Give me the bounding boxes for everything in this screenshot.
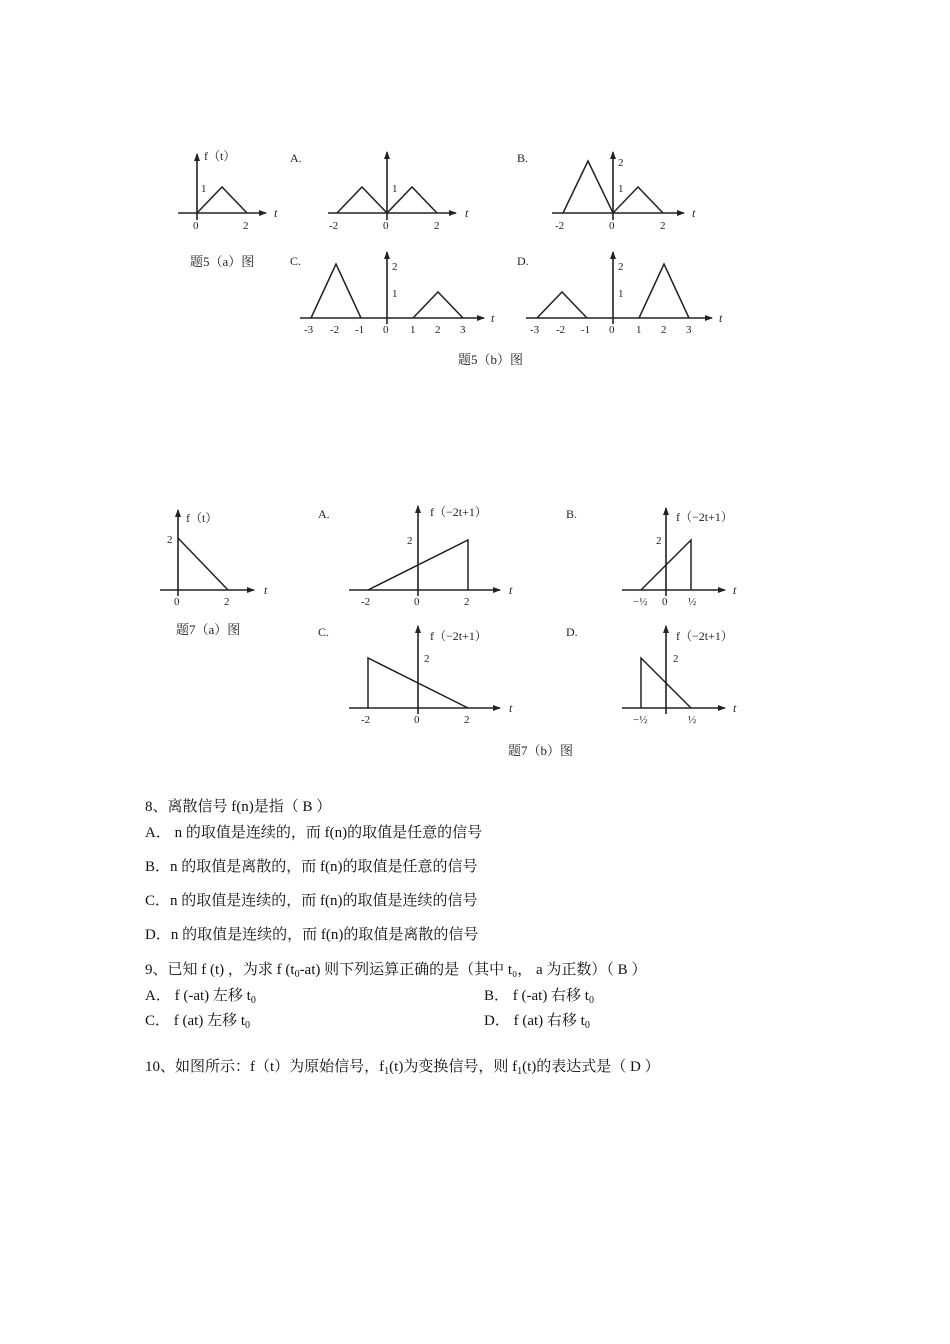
fig5-option-d — [517, 252, 723, 336]
xtick: -2 — [361, 596, 371, 608]
xtick: 2 — [660, 220, 666, 232]
xtick: -2 — [330, 324, 340, 336]
q9-stem-b: -at) 则下列运算正确的是（其中 t₀， a 为正数）（ B ） — [299, 962, 647, 978]
ytick: 1 — [392, 288, 398, 300]
xtick: 2 — [435, 324, 441, 336]
func-label: f（−2t+1） — [430, 505, 487, 519]
q9-option-b-text: B． f (-at) 右移 t — [484, 988, 589, 1004]
q8-option-d: D．n 的取值是连续的，而 f(n)的取值是离散的信号 — [145, 927, 479, 943]
option-label: C. — [318, 625, 330, 639]
option-label: D. — [566, 625, 578, 639]
ytick: 2 — [656, 535, 662, 547]
fig5a-ytick: 1 — [201, 183, 207, 195]
q10-part2: (t)为变换信号，则 f — [389, 1059, 518, 1075]
xtick: 0 — [609, 220, 615, 232]
fig7a-xtick: 2 — [224, 596, 230, 608]
xtick: 2 — [464, 596, 470, 608]
q9-stem-sub: 0 — [294, 969, 300, 980]
fig5-panel-a — [178, 149, 278, 269]
xtick: 0 — [383, 220, 389, 232]
fig5b-caption: 题5（b）图 — [458, 352, 524, 367]
func-label: f（−2t+1） — [430, 629, 487, 643]
axis-t: t — [465, 206, 469, 220]
option-label: D. — [517, 254, 529, 268]
q10-stem — [145, 1057, 660, 1082]
xtick: 0 — [383, 324, 389, 336]
ytick: 1 — [618, 288, 624, 300]
q9-option-d — [484, 1011, 590, 1036]
option-label: A. — [318, 507, 330, 521]
func-label: f（−2t+1） — [676, 629, 733, 643]
xtick: ½ — [688, 596, 697, 608]
fig7a-xtick: 0 — [174, 596, 180, 608]
func-label: f（−2t+1） — [676, 510, 733, 524]
q8-stem: 8、离散信号 f(n)是指（ B ） — [145, 799, 332, 815]
fig5-option-c — [290, 252, 495, 336]
axis-t: t — [733, 583, 737, 597]
q9-option-b — [484, 986, 594, 1011]
fig5a-xtick: 0 — [193, 220, 199, 232]
ytick: 2 — [618, 157, 624, 169]
ytick: 2 — [407, 535, 413, 547]
xtick: 3 — [686, 324, 692, 336]
fig7-option-b — [566, 507, 737, 608]
xtick: −½ — [633, 596, 648, 608]
q9-stem-a: 9、已知 f (t) ，为求 f (t — [145, 962, 295, 978]
fig5a-caption: 题5（a）图 — [190, 254, 255, 269]
ytick: 2 — [673, 653, 679, 665]
q8-option-b: B．n 的取值是离散的，而 f(n)的取值是任意的信号 — [145, 859, 478, 875]
xtick: 1 — [410, 324, 416, 336]
fig5-option-b — [517, 151, 696, 232]
axis-t: t — [719, 311, 723, 325]
fig5a-ylabel: f（t） — [204, 149, 236, 163]
option-label: B. — [566, 507, 578, 521]
q10-part3: (t)的表达式是（ D ） — [522, 1059, 660, 1075]
q8-option-c: C．n 的取值是连续的，而 f(n)的取值是连续的信号 — [145, 893, 478, 909]
fig7-option-a — [318, 505, 513, 608]
fig5a-xtick: 2 — [243, 220, 249, 232]
fig7-option-c — [318, 625, 513, 726]
xtick: 0 — [609, 324, 615, 336]
xtick: -2 — [361, 714, 371, 726]
fig5-option-a — [290, 151, 469, 232]
xtick: 2 — [434, 220, 440, 232]
q9-option-b-sub: 0 — [588, 995, 594, 1006]
q9-option-d-sub: 0 — [584, 1020, 590, 1031]
xtick: 2 — [661, 324, 667, 336]
q9-option-a — [145, 986, 256, 1011]
q9-option-c-sub: 0 — [244, 1020, 250, 1031]
fig7-panel-a — [160, 510, 268, 637]
fig7-option-d — [566, 625, 737, 726]
xtick: -2 — [555, 220, 565, 232]
option-label: B. — [517, 151, 529, 165]
xtick: 0 — [414, 714, 420, 726]
xtick: 2 — [464, 714, 470, 726]
q9-option-c-text: C． f (at) 左移 t — [145, 1013, 245, 1029]
ytick: 2 — [618, 261, 624, 273]
xtick: 1 — [636, 324, 642, 336]
fig7a-ytick: 2 — [167, 534, 173, 546]
axis-t: t — [509, 583, 513, 597]
xtick: -1 — [581, 324, 591, 336]
option-label: C. — [290, 254, 302, 268]
xtick: -2 — [556, 324, 566, 336]
q9-stem — [145, 960, 646, 985]
ytick: 2 — [392, 261, 398, 273]
q9-option-a-text: A． f (-at) 左移 t — [145, 988, 251, 1004]
axis-t: t — [509, 701, 513, 715]
ytick: 1 — [392, 183, 398, 195]
xtick: -1 — [355, 324, 365, 336]
q9-option-c — [145, 1011, 250, 1036]
q9-option-d-text: D． f (at) 右移 t — [484, 1013, 585, 1029]
fig5a-t: t — [274, 206, 278, 220]
xtick: ½ — [688, 714, 697, 726]
option-label: A. — [290, 151, 302, 165]
fig7a-ylabel: f（t） — [186, 511, 218, 525]
fig7b-caption: 题7（b）图 — [508, 743, 574, 758]
xtick: -3 — [304, 324, 314, 336]
xtick: -2 — [329, 220, 339, 232]
q10-part1: 10、如图所示：f（t）为原始信号，f — [145, 1059, 385, 1075]
fig7a-caption: 题7（a）图 — [176, 622, 241, 637]
ytick: 1 — [618, 183, 624, 195]
xtick: -3 — [530, 324, 540, 336]
xtick: 0 — [662, 596, 668, 608]
q10-sub1: 1 — [384, 1066, 390, 1077]
axis-t: t — [692, 206, 696, 220]
xtick: 0 — [414, 596, 420, 608]
xtick: 3 — [460, 324, 466, 336]
ytick: 2 — [424, 653, 430, 665]
xtick: −½ — [633, 714, 648, 726]
q8-option-a: A． n 的取值是连续的，而 f(n)的取值是任意的信号 — [145, 825, 483, 841]
q9-option-a-sub: 0 — [250, 995, 256, 1006]
axis-t: t — [491, 311, 495, 325]
q10-sub2: 1 — [517, 1066, 523, 1077]
fig7a-t: t — [264, 583, 268, 597]
axis-t: t — [733, 701, 737, 715]
